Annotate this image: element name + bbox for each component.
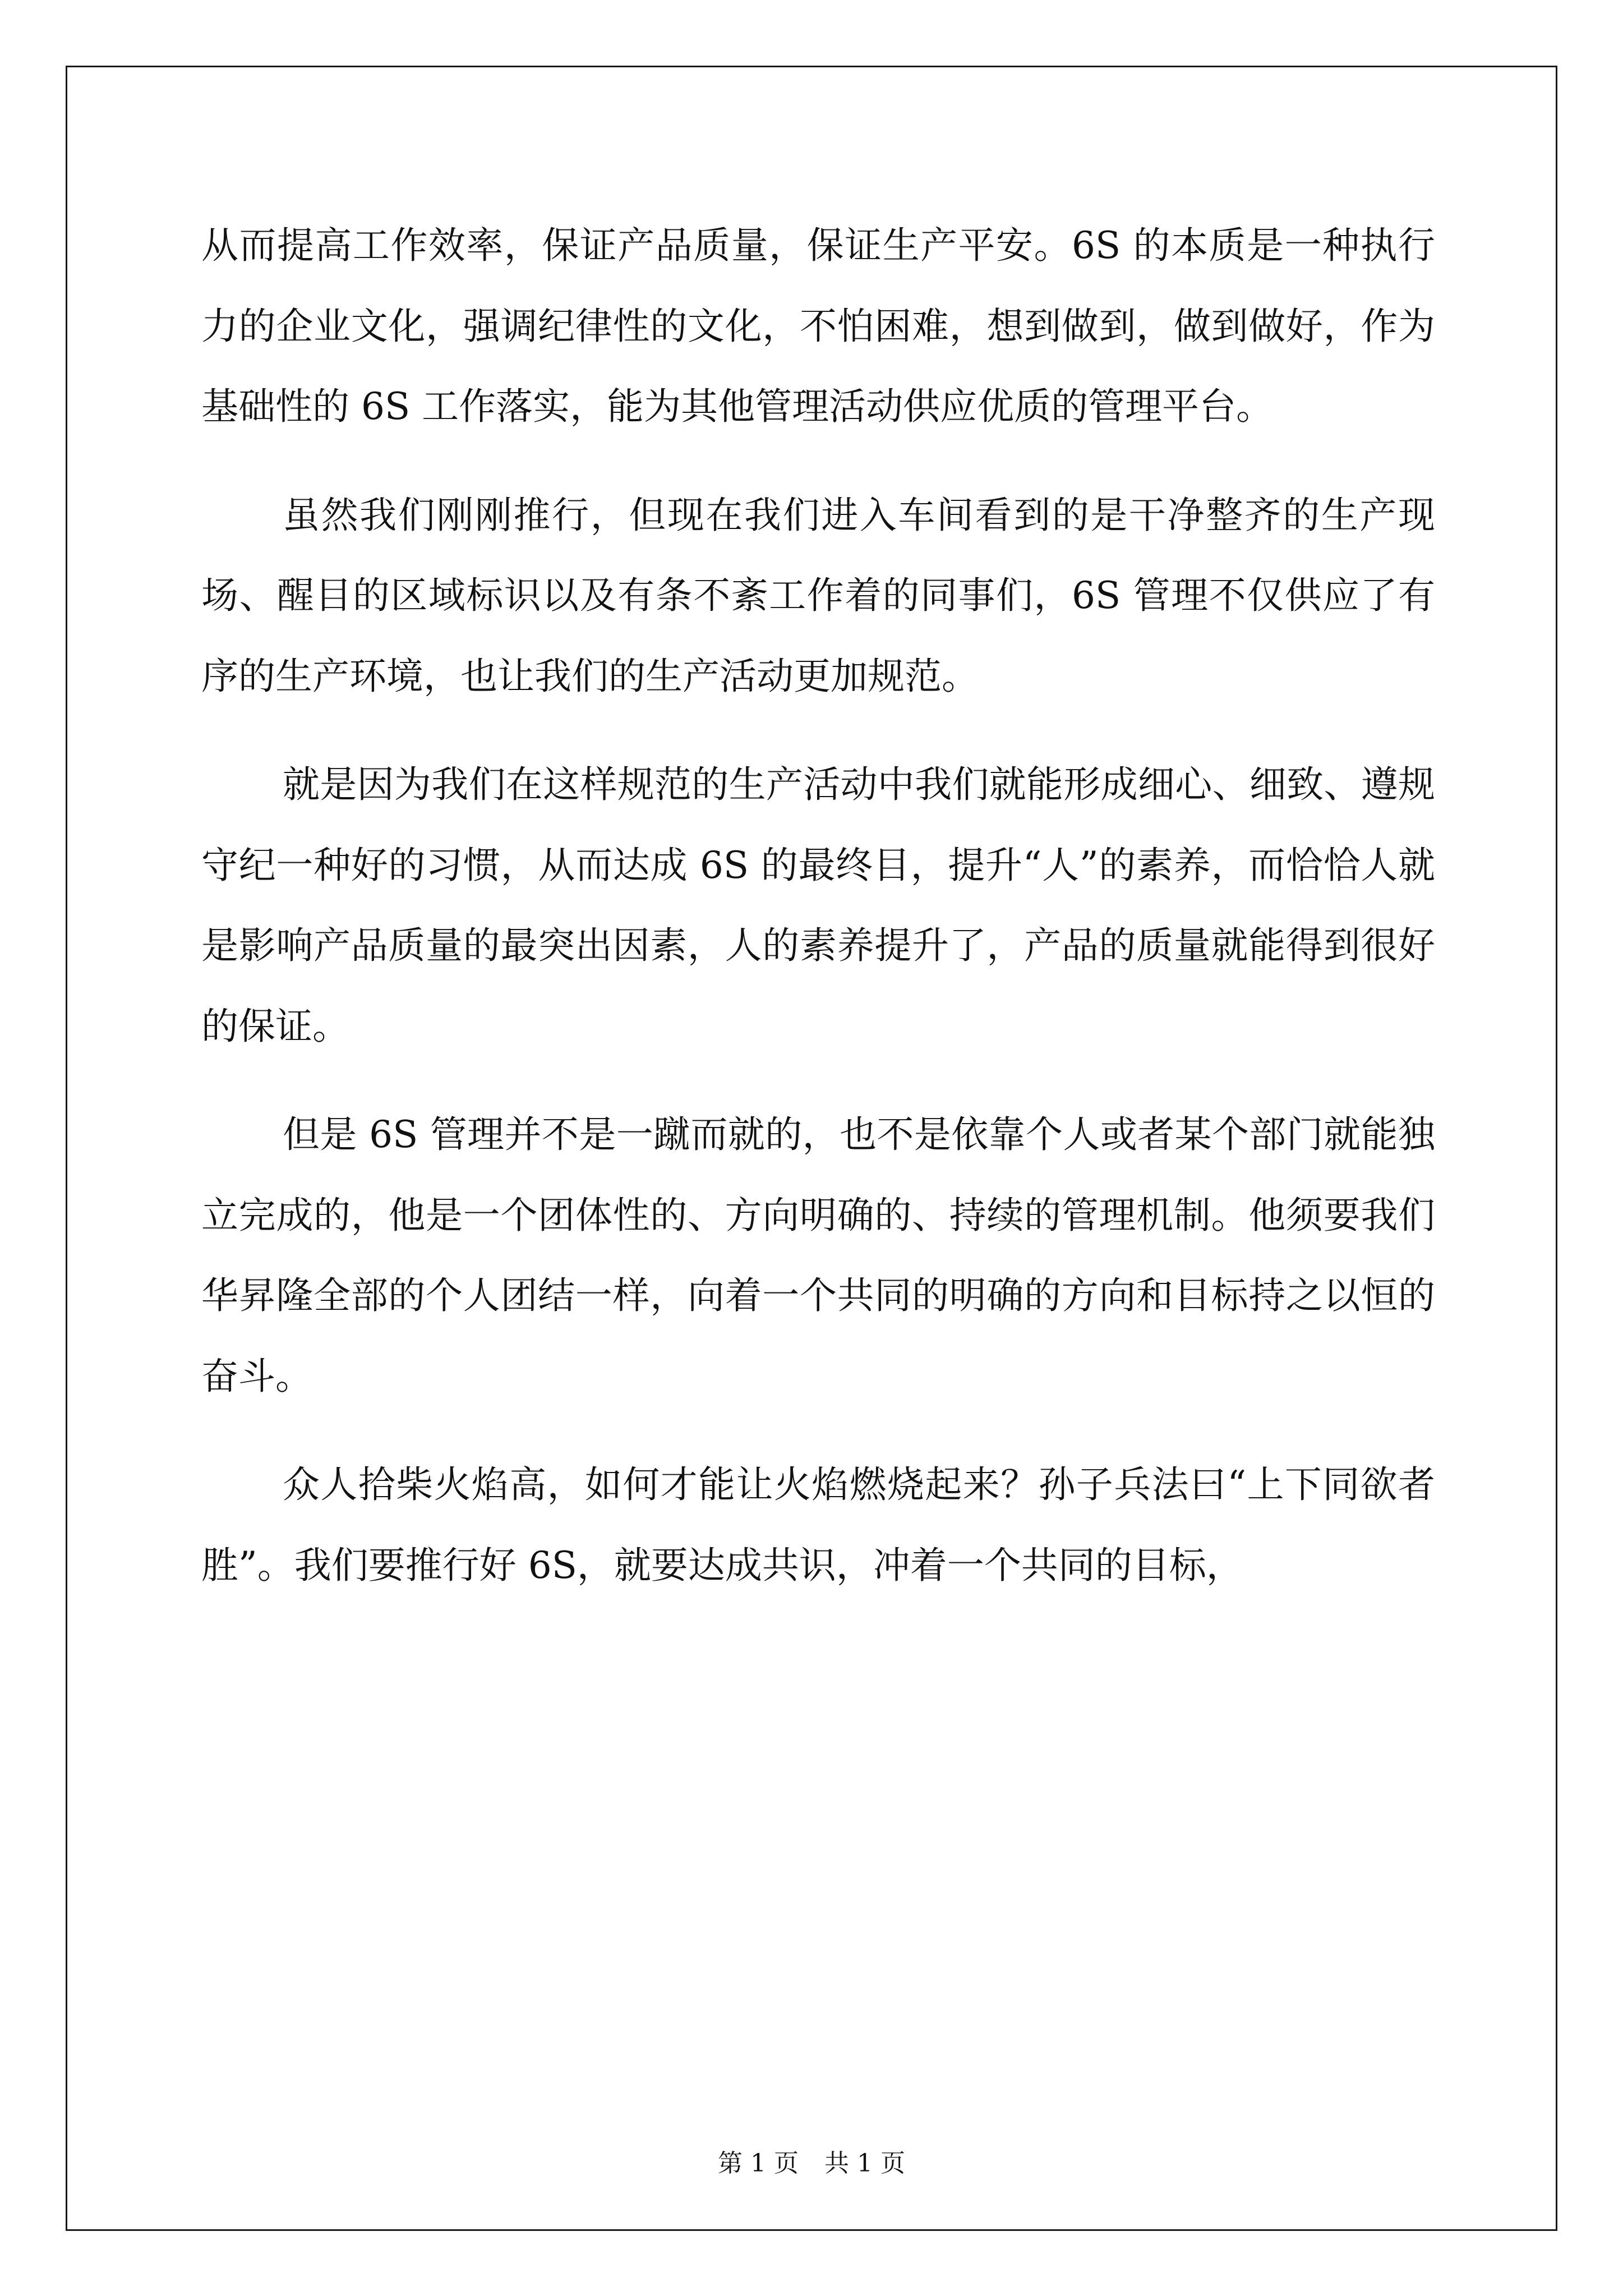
page-footer bbox=[0, 2143, 1623, 2179]
paragraph-2: 虽然我们刚刚推行，但现在我们进入车间看到的是干净整齐的生产现场、醒目的区域标识以及有条不紊工作着的同事们，6S 管理不仅供应了有序的生产环境，也让我们的生产活动更加规范。 bbox=[201, 493, 1435, 698]
paragraph-4: 但是 6S 管理并不是一蹴而就的，也不是依靠个人或者某个部门就能独立完成的，他是一个团体性的、方向明确的、持续的管理机制。他须要我们华昇隆全部的个人团结一样，向着一个共同的明确的方向和目标持之以恒的奋斗。 bbox=[201, 1113, 1435, 1398]
document-body bbox=[201, 205, 1435, 1634]
paragraph-3: 就是因为我们在这样规范的生产活动中我们就能形成细心、细致、遵规守纪一种好的习惯，从而达成 6S 的最终目，提升“人”的素养，而恰恰人就是影响产品质量的最突出因素，人的素养提升了，产品的质量就能得到很好的保证。 bbox=[201, 763, 1435, 1048]
paragraph-1: 从而提高工作效率，保证产品质量，保证生产平安。6S 的本质是一种执行力的企业文化，强调纪律性的文化，不怕困难，想到做到，做到做好，作为基础性的 6S 工作落实，能为其他管理活动供应优质的管理平台。 bbox=[201, 224, 1435, 428]
page-number: 第 1 页 bbox=[718, 2149, 799, 2178]
paragraph-5: 众人拾柴火焰高，如何才能让火焰燃烧起来？孙子兵法曰“上下同欲者胜”。我们要推行好 6S，就要达成共识，冲着一个共同的目标， bbox=[201, 1463, 1435, 1587]
page-count: 共 1 页 bbox=[824, 2149, 905, 2178]
